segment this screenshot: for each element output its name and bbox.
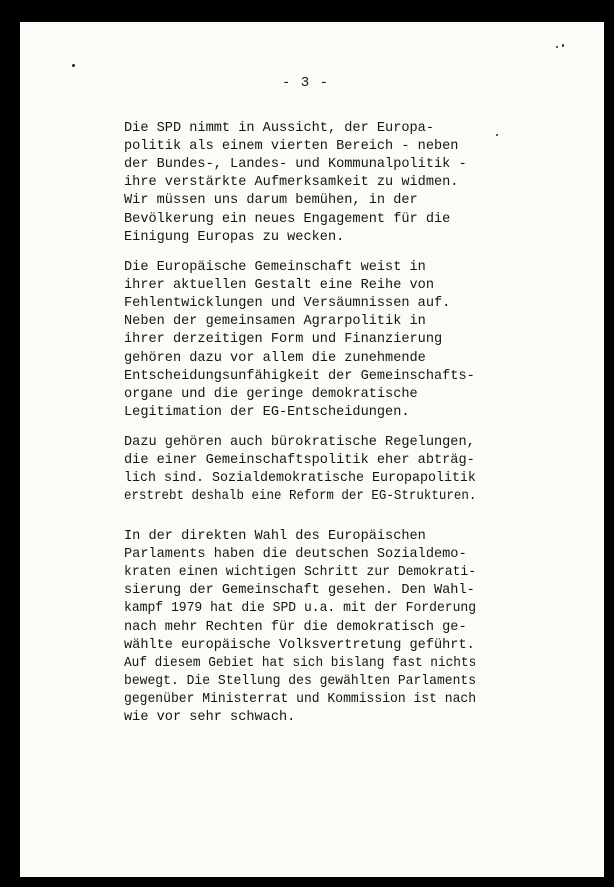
text-line: Parlaments haben die deutschen Sozialdemo- <box>124 547 467 563</box>
text-line: kampf 1979 hat die SPD u.a. mit der Forderung <box>124 601 477 617</box>
text-line: Auf diesem Gebiet hat sich bislang fast nichts <box>124 655 477 671</box>
text-line: politik als einem vierten Bereich - neben <box>124 139 459 155</box>
text-line: ihrer derzeitigen Form und Finanzierung <box>124 332 443 348</box>
text-line: die einer Gemeinschaftspolitik eher abträg- <box>124 453 475 469</box>
scan-speck <box>496 134 498 136</box>
scan-speck <box>562 44 564 47</box>
scan-speck <box>556 46 558 48</box>
page-number: - 3 - <box>282 75 330 91</box>
text-line: sierung der Gemeinschaft gesehen. Den Wahl- <box>124 583 475 599</box>
text-line: Dazu gehören auch bürokratische Regelungen, <box>124 435 475 450</box>
text-line: Einigung Europas zu wecken. <box>124 229 345 245</box>
document-page <box>20 22 604 877</box>
scan-speck <box>72 64 75 67</box>
text-line: Die SPD nimmt in Aussicht, der Europa- <box>124 121 434 136</box>
text-line: Bevölkerung ein neues Engagement für die <box>124 211 451 227</box>
text-line: Fehlentwicklungen und Versäumnissen auf. <box>124 296 451 312</box>
text-line: erstrebt deshalb eine Reform der EG-Strukturen. <box>124 489 477 505</box>
text-line: wählte europäische Volksvertretung geführt. <box>124 637 475 653</box>
text-line: der Bundes-, Landes- und Kommunalpolitik - <box>124 157 467 173</box>
text-line: Wir müssen uns darum bemühen, in der <box>124 193 418 209</box>
text-line: Neben der gemeinsamen Agrarpolitik in <box>124 314 426 330</box>
text-line: gehören dazu vor allem die zunehmende <box>124 350 426 366</box>
text-line: ihrer aktuellen Gestalt eine Reihe von <box>124 278 434 294</box>
text-line: Entscheidungsunfähigkeit der Gemeinschafts- <box>124 368 475 384</box>
text-line: Legitimation der EG-Entscheidungen. <box>124 404 410 420</box>
text-line: wie vor sehr schwach. <box>124 710 296 725</box>
text-line: bewegt. Die Stellung des gewählten Parlaments <box>124 673 477 689</box>
text-line: lich sind. Sozialdemokratische Europapolitik <box>124 471 476 487</box>
text-line: In der direkten Wahl des Europäischen <box>124 529 426 544</box>
text-line: gegenüber Ministerrat und Kommission ist nach <box>124 691 477 707</box>
text-line: Die Europäische Gemeinschaft weist in <box>124 260 426 275</box>
text-line: ihre verstärkte Aufmerksamkeit zu widmen. <box>124 175 459 191</box>
text-line: nach mehr Rechten für die demokratisch ge- <box>124 619 467 635</box>
text-line: kraten einen wichtigen Schritt zur Demokrati- <box>124 565 477 581</box>
text-line: organe und die geringe demokratische <box>124 386 418 402</box>
